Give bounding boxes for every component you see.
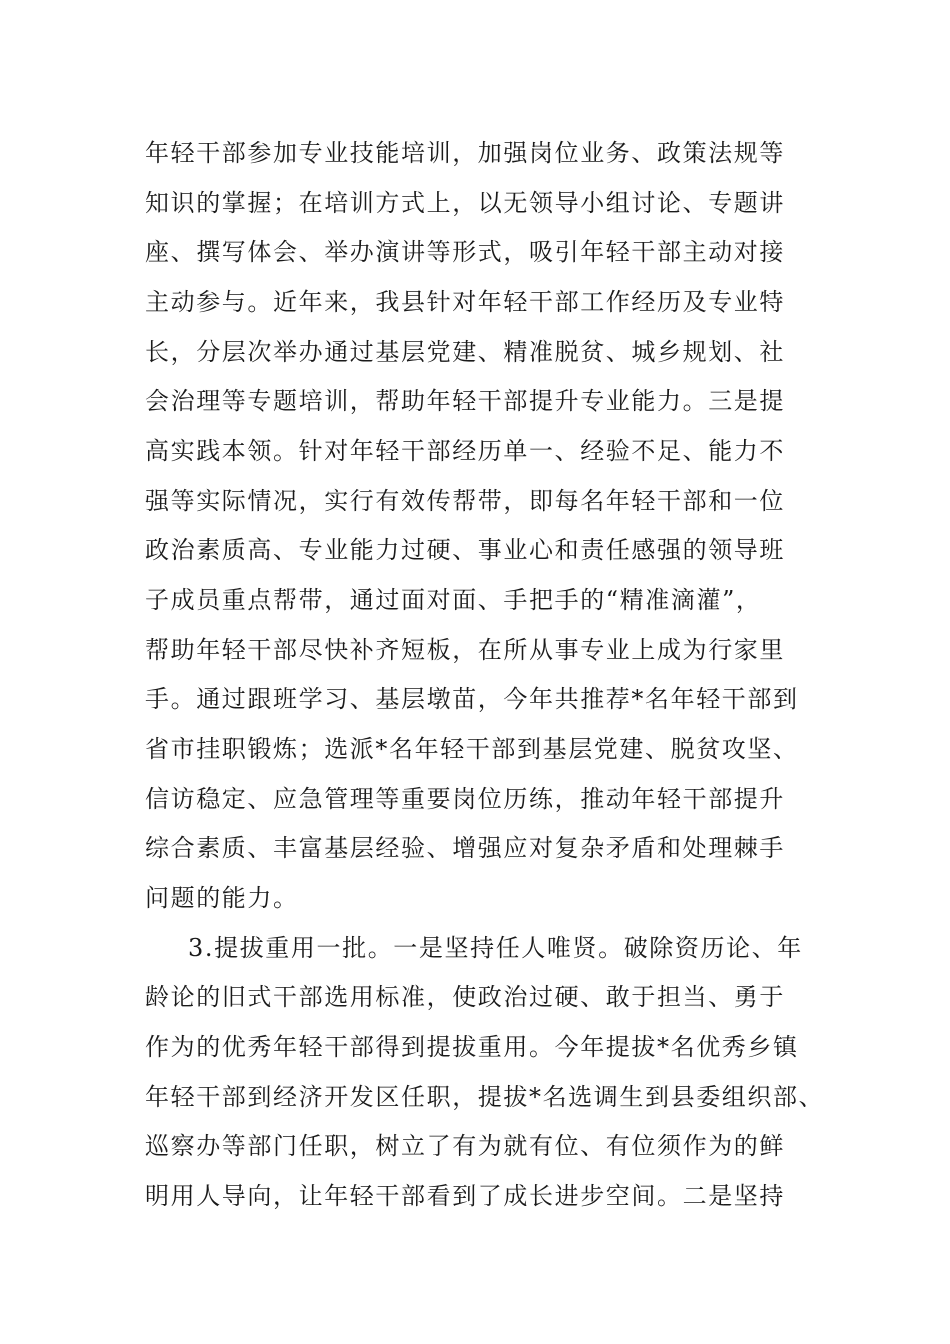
text-line: 政治素质高、专业能力过硬、事业心和责任感强的领导班 (145, 536, 785, 564)
text-line: 作为的优秀年轻干部得到提拔重用。今年提拔*名优秀乡镇 (145, 1033, 799, 1061)
text-line: 综合素质、丰富基层经验、增强应对复杂矛盾和处理棘手 (145, 834, 785, 862)
text-line: 明用人导向，让年轻干部看到了成长进步空间。二是坚持 (145, 1182, 785, 1210)
text-line: 强等实际情况，实行有效传帮带，即每名年轻干部和一位 (145, 487, 785, 515)
section-heading-line: 3.提拔重用一批。一是坚持任人唯贤。破除资历论、年 (188, 934, 803, 962)
text-line: 长，分层次举办通过基层党建、精准脱贫、城乡规划、社 (145, 338, 785, 366)
text-line: 巡察办等部门任职，树立了有为就有位、有位须作为的鲜 (145, 1132, 785, 1160)
text-line: 知识的掌握；在培训方式上，以无领导小组讨论、专题讲 (145, 189, 785, 217)
text-line: 信访稳定、应急管理等重要岗位历练，推动年轻干部提升 (145, 785, 785, 813)
text-line: 省市挂职锻炼；选派*名年轻干部到基层党建、脱贫攻坚、 (145, 735, 799, 763)
text-line: 子成员重点帮带，通过面对面、手把手的“精准滴灌”， (145, 586, 762, 614)
text-line: 年轻干部到经济开发区任职，提拔*名选调生到县委组织部、 (145, 1083, 825, 1111)
text-line: 手。通过跟班学习、基层墩苗，今年共推荐*名年轻干部到 (145, 685, 799, 713)
text-line: 年轻干部参加专业技能培训，加强岗位业务、政策法规等 (145, 139, 785, 167)
text-line: 高实践本领。针对年轻干部经历单一、经验不足、能力不 (145, 437, 785, 465)
text-line: 龄论的旧式干部选用标准，使政治过硬、敢于担当、勇于 (145, 983, 785, 1011)
text-line: 问题的能力。 (145, 884, 299, 912)
text-line: 主动参与。近年来，我县针对年轻干部工作经历及专业特 (145, 288, 785, 316)
text-line: 帮助年轻干部尽快补齐短板，在所从事专业上成为行家里 (145, 636, 785, 664)
text-line: 座、撰写体会、举办演讲等形式，吸引年轻干部主动对接 (145, 238, 785, 266)
text-line: 会治理等专题培训，帮助年轻干部提升专业能力。三是提 (145, 387, 785, 415)
